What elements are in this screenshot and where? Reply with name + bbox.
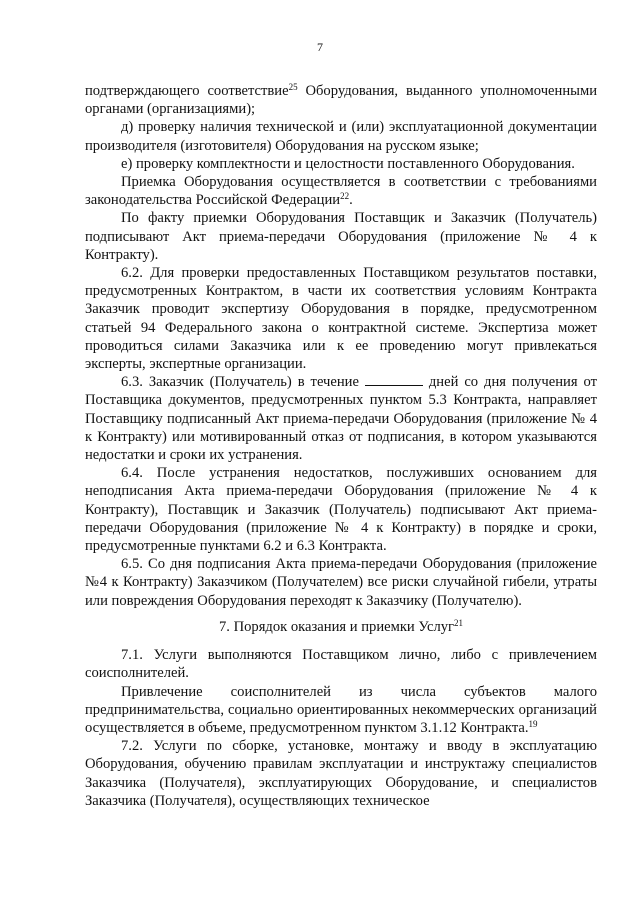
paragraph-1: подтверждающего соответствие$^{25}$ Оборудования, выданного уполномоченными органами (организациями); xyxy=(85,82,598,118)
footnote-ref: 19 xyxy=(528,718,538,729)
paragraph-6-4: 6.4. После устранения недостатков, послуживших основанием для неподписания Акта приема-передачи Оборудования (приложение № 4 к Контракту), Поставщик и Заказчик (Получатель) подписывают Акт приема-передачи Оборудования (приложение № 4 к Контракту) в порядке и сроки, предусмотренные пунктами 6.2 и 6.3 Контракта. xyxy=(85,465,597,555)
paragraph-6-5: 6.5. Со дня подписания Акта приема-передачи Оборудования (приложение №4 к Контракту) Заказчиком (Получателем) все риски случайной гибели, утраты или повреждения Оборудования переходят к Заказчику (Получателю). xyxy=(85,556,597,609)
paragraph-3: е) проверку комплектности и целостности поставленного Оборудования. xyxy=(121,155,575,172)
paragraph-7-2: 7.2. Услуги по сборке, установке, монтажу и вводу в эксплуатацию Оборудования, обучению правилам эксплуатации и инструктажу специалистов Заказчика (Получателя), эксплуатирующих Оборудование, и специалистов Заказчика (Получателя), осуществляющих техническое xyxy=(85,738,597,809)
paragraph-5: По факту приемки Оборудования Поставщик и Заказчик (Получатель) подписывают Акт приема-передачи Оборудования (приложение № 4 к Контракту). xyxy=(85,210,597,263)
paragraph-4: Приемка Оборудования осуществляется в соответствии с требованиями законодательства Российской Федерации$^{22}$. xyxy=(85,174,597,209)
fill-in-blank xyxy=(365,373,423,386)
document-body xyxy=(85,82,597,810)
paragraph-2: д) проверку наличия технической и (или) эксплуатационной документации производителя (изготовителя) Оборудования на русском языке; xyxy=(85,119,597,154)
section-heading: 7. Порядок оказания и приемки Услуг$^{21}$ xyxy=(218,617,464,635)
footnote-ref: 22 xyxy=(340,191,350,202)
paragraph-6-3: 6.3. Заказчик (Получатель) в течение дней со дня получения от Поставщика документов, предусмотренных пунктом 5.3 Контракта, направляет Поставщику подписанный Акт приема-передачи Оборудования (приложение № 4 к Контракту) или мотивированный отказ от подписания, в котором указываются недостатки и сроки их устранения. xyxy=(85,374,597,464)
paragraph-7-1-b: Привлечение соисполнителей из числа субъектов малого предпринимательства, социально ориентированных некоммерческих организаций осуществляется в объеме, предусмотренном пунктом 3.1.12 Контракта.$^{19}$ xyxy=(85,683,597,736)
footnote-ref: 21 xyxy=(454,617,464,628)
paragraph-6-2: 6.2. Для проверки предоставленных Поставщиком результатов поставки, предусмотренных Контрактом, в части их соответствия условиям Контракта Заказчик проводит экспертизу Оборудования в порядке, предусмотренном статьей 94 Федерального закона о контрактной системе. Экспертиза может проводиться силами Заказчика или к ее проведению могут привлекаться эксперты, экспертные организации. xyxy=(85,265,597,373)
page-number: 7 xyxy=(317,40,323,54)
footnote-ref: 25 xyxy=(288,82,298,92)
paragraph-7-1: 7.1. Услуги выполняются Поставщиком лично, либо с привлечением соисполнителей. xyxy=(85,647,597,682)
